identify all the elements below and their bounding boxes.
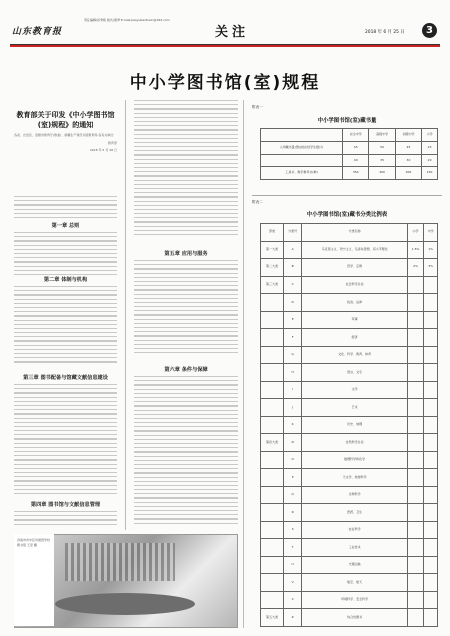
table-cell: B xyxy=(283,259,301,277)
bookshelf-graphic xyxy=(65,543,175,581)
table-cell: 3% xyxy=(424,259,438,277)
table-cell xyxy=(407,609,423,627)
table-cell: 50 xyxy=(369,141,395,154)
table-row xyxy=(261,294,438,312)
table-cell xyxy=(424,311,438,329)
table-cell: 300 xyxy=(369,167,395,180)
table-cell: C xyxy=(283,276,301,294)
masthead xyxy=(10,14,440,45)
table-cell xyxy=(424,451,438,469)
table-cell: A xyxy=(283,241,301,259)
table-cell: H xyxy=(283,364,301,382)
notice-body: 各省、自治区、直辖市教育厅(教委)、新疆生产建设兵团教育局,各有关单位: xyxy=(14,133,115,137)
table-cell: V xyxy=(283,574,301,592)
table-row xyxy=(261,329,438,347)
table-cell: 艺术 xyxy=(302,399,408,417)
table-cell: F xyxy=(283,329,301,347)
table-row xyxy=(261,574,438,592)
table-cell: 25 xyxy=(422,141,438,154)
table-cell: 生物科学 xyxy=(302,486,408,504)
newspaper-logo: 山东教育报 xyxy=(12,27,63,37)
table-cell xyxy=(424,521,438,539)
appendix2-table xyxy=(260,223,438,627)
table-cell: E xyxy=(283,311,301,329)
table-cell xyxy=(407,399,423,417)
table-cell xyxy=(261,574,284,592)
table-cell: J xyxy=(283,399,301,417)
table-row xyxy=(261,141,438,154)
table-cell: N xyxy=(283,434,301,452)
table-row xyxy=(261,346,438,364)
table-cell: 40 xyxy=(343,154,369,167)
table-cell xyxy=(407,416,423,434)
table-cell xyxy=(424,486,438,504)
table-cell: 第四大类 xyxy=(261,434,284,452)
table-header-cell: 小学 xyxy=(422,129,438,142)
table-cell: 第三大类 xyxy=(261,276,284,294)
table-cell xyxy=(424,294,438,312)
table-cell xyxy=(261,591,284,609)
body-text-block xyxy=(14,384,117,497)
table-cell xyxy=(407,556,423,574)
table-row xyxy=(261,486,438,504)
appendix1-table xyxy=(260,128,438,180)
table-cell xyxy=(424,609,438,627)
table-cell: 马克思主义、列宁主义、毛泽东思想、邓小平理论 xyxy=(302,241,408,259)
table-row xyxy=(261,504,438,522)
section-divider xyxy=(252,195,442,196)
table-cell: 工业技术 xyxy=(302,539,408,557)
table-cell xyxy=(424,364,438,382)
photo-caption: 济南市市中区外国语学校图书馆 王宏 摄 xyxy=(14,534,54,626)
table-row xyxy=(261,399,438,417)
table-cell xyxy=(424,434,438,452)
table-cell: 航空、航天 xyxy=(302,574,408,592)
table-cell xyxy=(261,539,284,557)
table-cell: 天文学、地球科学 xyxy=(302,469,408,487)
table-cell: 哲学、宗教 xyxy=(302,259,408,277)
table-cell: O xyxy=(283,451,301,469)
table-cell xyxy=(424,539,438,557)
table-cell xyxy=(407,381,423,399)
table-cell: 农业科学 xyxy=(302,521,408,539)
table-cell xyxy=(261,504,284,522)
table-cell xyxy=(407,329,423,347)
table-cell xyxy=(261,469,284,487)
table-header-cell: 分类名称 xyxy=(302,224,408,242)
body-text-block xyxy=(134,100,238,238)
body-text-block xyxy=(14,511,117,528)
table-cell: 200 xyxy=(395,167,421,180)
table-header-cell: 中学 xyxy=(424,224,438,242)
table-cell xyxy=(424,381,438,399)
table-cell: 1.5% xyxy=(407,241,423,259)
table-cell: 45 xyxy=(395,141,421,154)
table-row xyxy=(261,167,438,180)
table-cell: S xyxy=(283,521,301,539)
table-cell: T xyxy=(283,539,301,557)
table-cell: D xyxy=(283,294,301,312)
table-row xyxy=(261,381,438,399)
table-cell xyxy=(407,434,423,452)
table-cell: P xyxy=(283,469,301,487)
table-cell xyxy=(261,451,284,469)
issue-date: 2018 年 6 月 25 日 xyxy=(365,30,405,35)
table-cell: 1% xyxy=(424,241,438,259)
table-row xyxy=(261,451,438,469)
table-cell: 工具书、教学参考书(种) xyxy=(261,167,343,180)
table-cell: 历史、地理 xyxy=(302,416,408,434)
table-header-cell: 部类 xyxy=(261,224,284,242)
table-cell: 社会科学总论 xyxy=(302,276,408,294)
table-cell: 医药、卫生 xyxy=(302,504,408,522)
table-cell xyxy=(407,591,423,609)
table-cell: 军事 xyxy=(302,311,408,329)
table-cell: 第一大类 xyxy=(261,241,284,259)
table-header-cell: 高级中学 xyxy=(369,129,395,142)
chapter-heading: 第一章 总则 xyxy=(51,223,80,229)
table-row xyxy=(261,276,438,294)
table-cell xyxy=(261,311,284,329)
chapter-heading: 第五章 应用与服务 xyxy=(164,251,208,257)
table-cell xyxy=(261,521,284,539)
table-cell: 45 xyxy=(343,141,369,154)
table-cell xyxy=(261,154,343,167)
table-cell: Q xyxy=(283,486,301,504)
table-cell xyxy=(261,294,284,312)
table-cell xyxy=(424,504,438,522)
table-cell xyxy=(261,364,284,382)
appendix1-label: 附表一 xyxy=(252,105,263,109)
table-cell xyxy=(407,574,423,592)
table-cell: G xyxy=(283,346,301,364)
table-cell: 350 xyxy=(343,167,369,180)
table-row xyxy=(261,591,438,609)
notice-signature: 教育部 xyxy=(107,140,117,145)
table-cell xyxy=(261,399,284,417)
table-cell xyxy=(261,416,284,434)
table-cell: U xyxy=(283,556,301,574)
table-cell: 文化、科学、教育、体育 xyxy=(302,346,408,364)
table-row xyxy=(261,416,438,434)
body-text-block xyxy=(14,286,117,366)
table-header-row xyxy=(261,224,438,242)
notice-date: 2018 年 5 月 28 日 xyxy=(89,148,117,153)
table-row xyxy=(261,241,438,259)
table-cell xyxy=(424,416,438,434)
body-text-block xyxy=(14,196,117,221)
table-header-row xyxy=(261,129,438,142)
table-cell: 交通运输 xyxy=(302,556,408,574)
table-row xyxy=(261,364,438,382)
table-cell: 35 xyxy=(369,154,395,167)
table-cell: 综合性图书 xyxy=(302,609,408,627)
column-divider xyxy=(125,100,126,530)
body-text-block xyxy=(134,376,238,527)
table-cell: Z xyxy=(283,609,301,627)
table-cell: 环境科学、安全科学 xyxy=(302,591,408,609)
table-row xyxy=(261,434,438,452)
table-cell: 自然科学总论 xyxy=(302,434,408,452)
table-cell xyxy=(424,469,438,487)
table-cell: 数理科学和化学 xyxy=(302,451,408,469)
table-cell xyxy=(424,346,438,364)
appendix1-title: 中小学图书馆(室)藏书量 xyxy=(317,118,377,124)
body-text-block xyxy=(134,260,238,356)
table-cell: 30 xyxy=(395,154,421,167)
table-header-cell: 初级中学 xyxy=(395,129,421,142)
table-cell xyxy=(407,294,423,312)
table-cell xyxy=(407,364,423,382)
table-cell xyxy=(261,346,284,364)
table-header-cell: 小学 xyxy=(407,224,423,242)
table-cell: 150 xyxy=(422,167,438,180)
table-header-cell xyxy=(261,129,343,142)
table-cell: I xyxy=(283,381,301,399)
table-row xyxy=(261,311,438,329)
table-cell: R xyxy=(283,504,301,522)
table-cell xyxy=(261,486,284,504)
table-row xyxy=(261,469,438,487)
table-cell xyxy=(407,504,423,522)
notice-title: 教育部关于印发《中小学图书馆(室)规程》的通知 xyxy=(16,111,115,129)
table-cell xyxy=(424,556,438,574)
chapter-heading: 第三章 图书配备与馆藏文献信息建设 xyxy=(23,375,108,381)
table-cell xyxy=(261,381,284,399)
table-cell xyxy=(407,276,423,294)
table-cell xyxy=(424,591,438,609)
desk-graphic xyxy=(55,593,195,615)
table-row xyxy=(261,556,438,574)
table-cell: 第五大类 xyxy=(261,609,284,627)
table-header-cell: 分类号 xyxy=(283,224,301,242)
table-cell: 文学 xyxy=(302,381,408,399)
table-row xyxy=(261,259,438,277)
appendix2-label: 附表二 xyxy=(252,200,263,204)
table-cell: X xyxy=(283,591,301,609)
table-cell xyxy=(261,329,284,347)
table-cell: 政治、法律 xyxy=(302,294,408,312)
table-cell xyxy=(407,469,423,487)
masthead-rule xyxy=(10,45,440,47)
table-cell: 20 xyxy=(422,154,438,167)
table-cell: 语言、文字 xyxy=(302,364,408,382)
table-cell: 2% xyxy=(407,259,423,277)
table-cell: 经济 xyxy=(302,329,408,347)
table-cell xyxy=(407,451,423,469)
main-headline: 中小学图书馆(室)规程 xyxy=(129,73,321,93)
table-cell xyxy=(424,399,438,417)
table-cell xyxy=(261,556,284,574)
table-row xyxy=(261,521,438,539)
table-cell xyxy=(407,539,423,557)
table-cell xyxy=(407,311,423,329)
table-cell xyxy=(407,486,423,504)
table-row xyxy=(261,609,438,627)
table-header-cell: 完全中学 xyxy=(343,129,369,142)
notice-box xyxy=(14,110,117,190)
table-cell xyxy=(424,574,438,592)
table-row xyxy=(261,154,438,167)
table-row xyxy=(261,539,438,557)
table-cell: 人均藏书量(册)(按在校学生数计) xyxy=(261,141,343,154)
column-divider xyxy=(243,100,244,628)
chapter-heading: 第二章 体制与机构 xyxy=(43,277,88,283)
appendix2-title: 中小学图书馆(室)藏书分类比例表 xyxy=(306,212,388,218)
table-cell xyxy=(407,346,423,364)
table-cell xyxy=(407,521,423,539)
editor-credits: 责任编辑/彭秀艳 版式/唐翠 E-mail:jiaoyubaofuxin@163.com xyxy=(84,18,170,22)
table-cell xyxy=(424,329,438,347)
chapter-heading: 第四章 图书馆与文献信息管理 xyxy=(30,502,101,508)
section-title: 关注 xyxy=(215,25,250,40)
table-cell xyxy=(424,276,438,294)
table-cell: K xyxy=(283,416,301,434)
chapter-heading: 第六章 条件与保障 xyxy=(164,367,208,373)
page-number: 3 xyxy=(422,23,437,38)
body-text-block xyxy=(14,232,117,278)
table-cell: 第二大类 xyxy=(261,259,284,277)
